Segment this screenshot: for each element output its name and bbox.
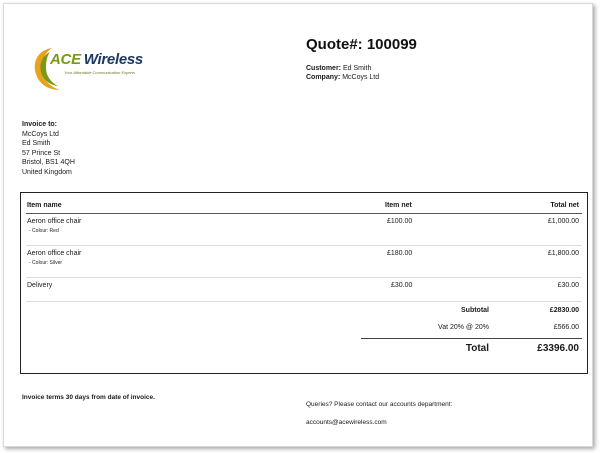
total-value: £3396.00 [537, 343, 579, 354]
row-total-net: £30.00 [557, 282, 579, 289]
invoice-terms: Invoice terms 30 days from date of invoice. [22, 394, 155, 401]
header-total-net: Total net [550, 202, 579, 209]
row-divider [26, 245, 582, 246]
row-item-net: £30.00 [391, 282, 413, 289]
quote-title: Quote#: 100099 [306, 36, 417, 53]
vat-label: Vat 20% @ 20% [438, 324, 489, 331]
row-total-net: £1,800.00 [547, 250, 579, 257]
customer-value: Ed Smith [342, 65, 372, 72]
company-label: Company: [306, 74, 341, 81]
company-line [306, 73, 379, 82]
row-divider [26, 277, 582, 278]
quote-meta [306, 64, 379, 82]
items-table [20, 192, 588, 374]
ace-wireless-logo [30, 44, 150, 94]
logo-ace-text: ACE [50, 51, 81, 68]
row-item-option: - Colour: Silver [29, 260, 63, 266]
logo-wireless-text: Wireless [83, 51, 143, 68]
invoice-to-label: Invoice to: [22, 121, 58, 128]
row-total-net: £1,000.00 [547, 218, 579, 225]
row-divider [26, 301, 582, 302]
invoice-to-line: 57 Prince St [22, 149, 61, 157]
invoice-page [3, 3, 593, 447]
invoice-to-line: United Kingdom [22, 168, 72, 176]
row-item-name: Delivery [27, 282, 53, 289]
invoice-to-line: Ed Smith [22, 140, 51, 147]
accounts-email: accounts@acewireless.com [306, 419, 387, 426]
total-divider [361, 338, 582, 339]
vat-value: £566.00 [553, 324, 579, 331]
row-item-option: - Colour: Red [29, 228, 59, 234]
row-item-net: £180.00 [387, 250, 413, 257]
subtotal-value: £2830.00 [549, 307, 579, 314]
customer-line [306, 64, 379, 73]
header-item-net: Item net [385, 202, 412, 209]
header-item-name: Item name [27, 202, 62, 209]
subtotal-label: Subtotal [461, 307, 489, 314]
row-item-name: Aeron office chair [27, 218, 82, 225]
invoice-to-line: Bristol, BS1 4QH [22, 159, 75, 166]
row-item-net: £100.00 [387, 218, 413, 225]
invoice-to-line: McCoys Ltd [22, 130, 59, 138]
queries-text: Queries? Please contact our accounts department: [306, 401, 453, 408]
total-label: Total [465, 343, 489, 354]
invoice-to-block [22, 120, 75, 177]
logo-wordmark [50, 51, 143, 68]
logo-tagline: Your Affordable Communication Experts [64, 70, 135, 75]
customer-label: Customer: [306, 65, 342, 72]
company-value: McCoys Ltd [342, 74, 380, 81]
row-item-name: Aeron office chair [27, 250, 82, 257]
header-divider [26, 213, 582, 214]
